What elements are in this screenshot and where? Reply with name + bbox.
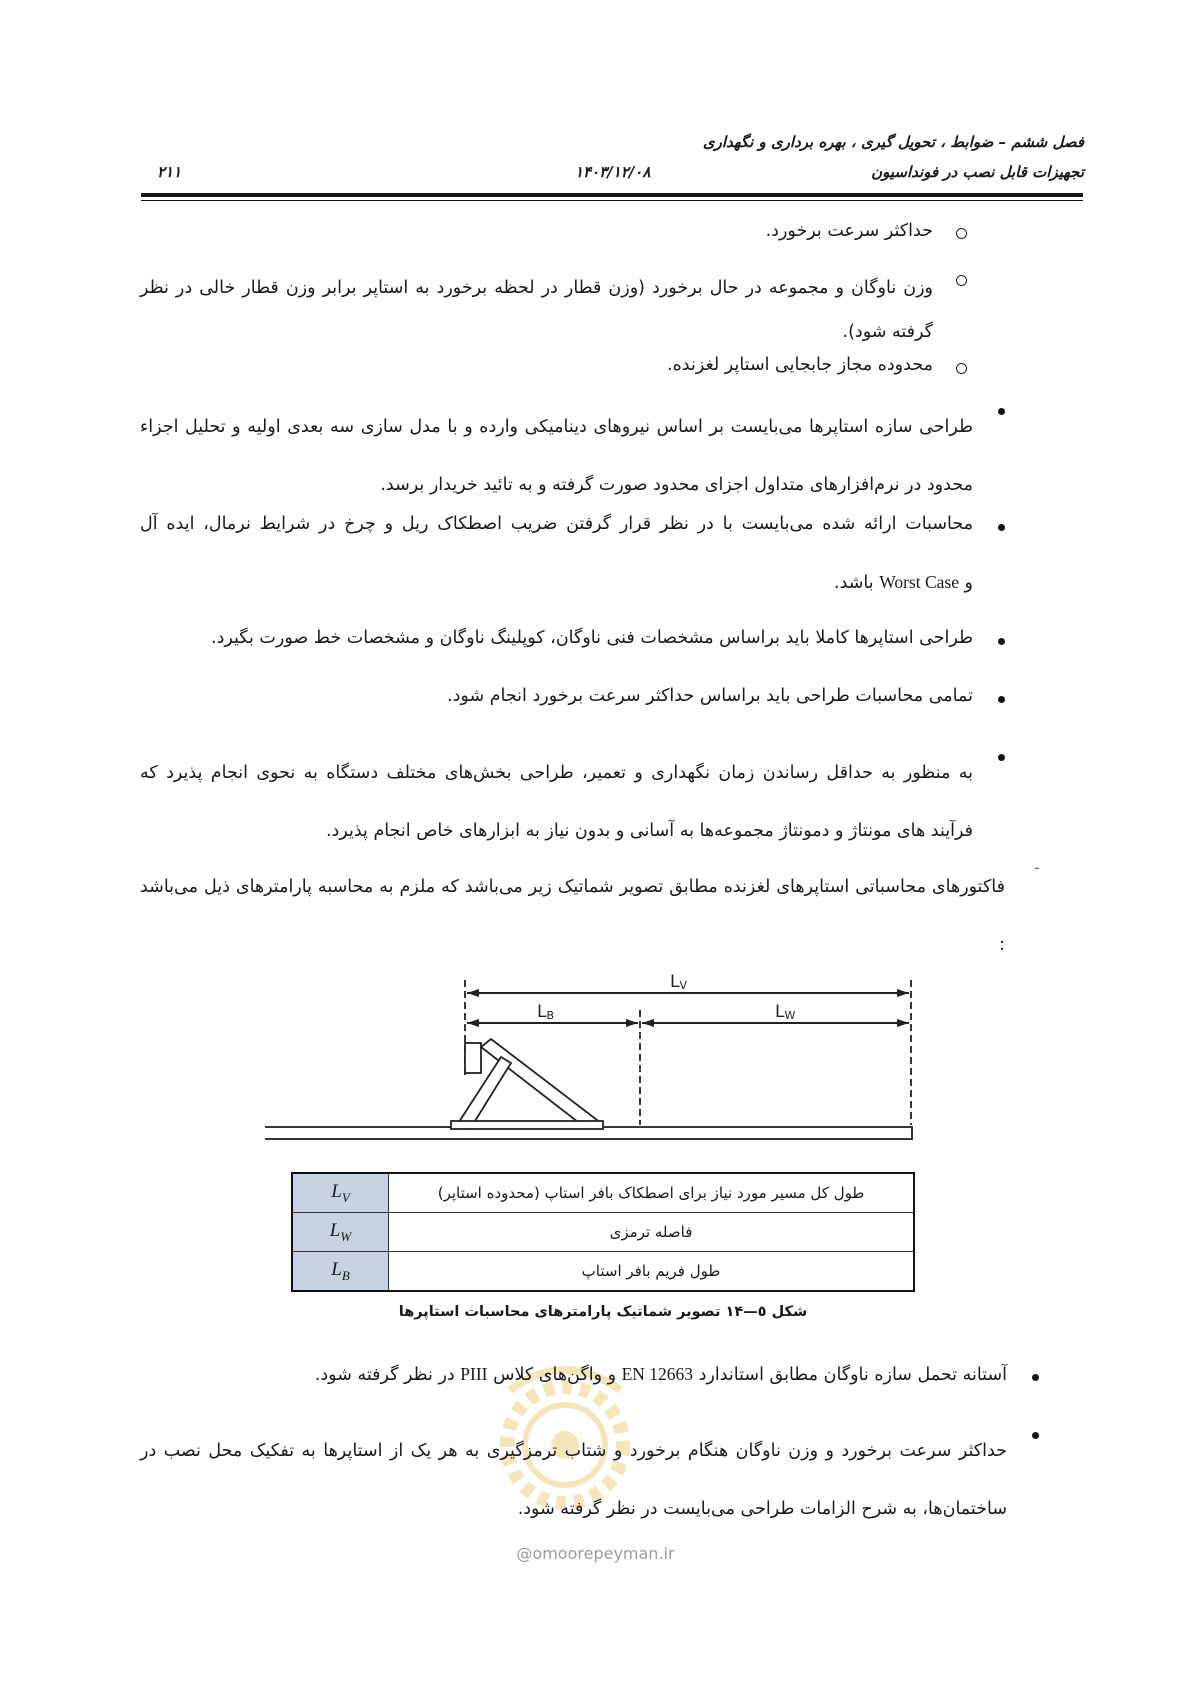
bullet-item: تمامی محاسبات طراحی باید براساس حداکثر سرعت برخورد انجام شود. xyxy=(447,686,973,706)
header-rule-thick xyxy=(141,193,1083,197)
chapter-title: فصل ششم – ضوابط ، تحویل گیری ، بهره برداری و نگهداری xyxy=(702,133,1084,151)
sub-item: محدوده مجاز جابجایی استاپر لغزنده. xyxy=(667,355,933,375)
arrow-icon xyxy=(897,1019,909,1027)
dash-marker: - xyxy=(1034,858,1040,877)
stopper-schematic-figure xyxy=(265,965,925,1150)
bullet-item: محاسبات ارائه شده می‌بایست با در نظر قرار گرفتن ضریب اصطکاک ریل و چرخ در شرایط نرمال، ایده آل xyxy=(140,514,973,534)
circle-bullet-icon xyxy=(956,363,967,374)
lb-label: LB xyxy=(537,1002,555,1022)
table-row xyxy=(292,1252,914,1292)
bullet-item-continuation xyxy=(600,572,973,593)
bullet-icon xyxy=(998,696,1005,703)
bullet-item: حداکثر سرعت برخورد و وزن ناوگان هنگام برخورد و شتاب ترمزگیری به هر یک از استاپرها به تفکیک محل نصب در ساختمان‌ها، به شرح الزامات طراحی می‌بایست در نظر گرفته شود. xyxy=(140,1441,1007,1519)
symbol-cell: $L_B$ xyxy=(292,1252,389,1292)
lw-label: LW xyxy=(775,1002,796,1022)
bullet-item: به منظور به حداقل رساندن زمان نگهداری و تعمیر، طراحی بخش‌های مختلف دستگاه به نحوی انجام پذیرد که فرآیند های مونتاژ و دمونتاژ مجموعه‌ها به آسانی و بدون نیاز به ابزارهای خاص انجام پذیرد. xyxy=(140,763,973,841)
sub-item: وزن ناوگان و مجموعه در حال برخورد (وزن قطار در لحظه برخورد به استاپر برابر وزن قطار خالی در نظر گرفته شود). xyxy=(140,278,933,342)
conj-text: و xyxy=(964,573,973,593)
bullet-item: طراحی استاپرها کاملا باید براساس مشخصات فنی ناوگان، کوپلینگ ناوگان و مشخصات خط صورت بگیرد. xyxy=(211,628,973,648)
worst-case-text: Worst Case xyxy=(879,572,959,592)
bullet-item: آستانه تحمل سازه ناوگان مطابق استاندارد EN 12663 و واگن‌های کلاس PIII در نظر گرفته شود. xyxy=(314,1364,1007,1385)
sub-item: حداکثر سرعت برخورد. xyxy=(765,221,933,241)
description-cell: طول فریم بافر استاپ xyxy=(389,1252,915,1292)
table-row xyxy=(292,1213,914,1252)
section-subtitle: تجهیزات قابل نصب در فونداسیون xyxy=(871,163,1084,181)
bullet-icon xyxy=(998,524,1005,531)
dash-paragraph: فاکتورهای محاسباتی استاپرهای لغزنده مطابق تصویر شماتیک زیر می‌باشد که ملزم به محاسبه پارامترهای ذیل می‌باشد : xyxy=(140,877,1005,955)
arrow-icon xyxy=(467,989,479,997)
lv-label: LV xyxy=(670,972,688,992)
frame-base xyxy=(451,1121,603,1129)
arrow-icon xyxy=(642,1019,654,1027)
parameters-table xyxy=(291,1172,915,1292)
circle-bullet-icon xyxy=(956,228,967,239)
arrow-icon xyxy=(626,1019,638,1027)
bullet-icon xyxy=(1032,1374,1039,1381)
arrow-icon xyxy=(897,989,909,997)
bullet-icon xyxy=(998,638,1005,645)
end-text: باشد. xyxy=(834,573,874,593)
description-cell: فاصله ترمزی xyxy=(389,1213,915,1252)
bullet-icon xyxy=(1032,1432,1039,1439)
figure-caption: شکل ٥—۱۴ تصویر شماتیک پارامترهای محاسبات استاپرها xyxy=(398,1304,808,1320)
symbol-cell: $L_V$ xyxy=(292,1173,389,1213)
header-date: ۱۴۰۳/۱۲/۰۸ xyxy=(575,163,651,181)
page-number: ۲۱۱ xyxy=(157,163,182,181)
arrow-icon xyxy=(467,1019,479,1027)
description-cell: طول کل مسیر مورد نیاز برای اصطکاک بافر استاپ (محدوده استاپر) xyxy=(389,1173,915,1213)
symbol-cell: $L_W$ xyxy=(292,1213,389,1252)
footer-site: @omoorepeyman.ir xyxy=(516,1544,675,1563)
header-rule-thin xyxy=(141,200,1083,201)
bullet-item: طراحی سازه استاپرها می‌بایست بر اساس نیروهای دینامیکی وارده و با مدل سازی سه بعدی اولیه و تحلیل اجزاء محدود در نرم‌افزارهای متداول اجزای محدود صورت گرفته و به تائید خریدار برسد. xyxy=(140,417,973,495)
bullet-icon xyxy=(998,754,1005,761)
buffer-head xyxy=(465,1043,481,1073)
circle-bullet-icon xyxy=(956,275,967,286)
table-row xyxy=(292,1173,914,1213)
bullet-icon xyxy=(998,408,1005,415)
